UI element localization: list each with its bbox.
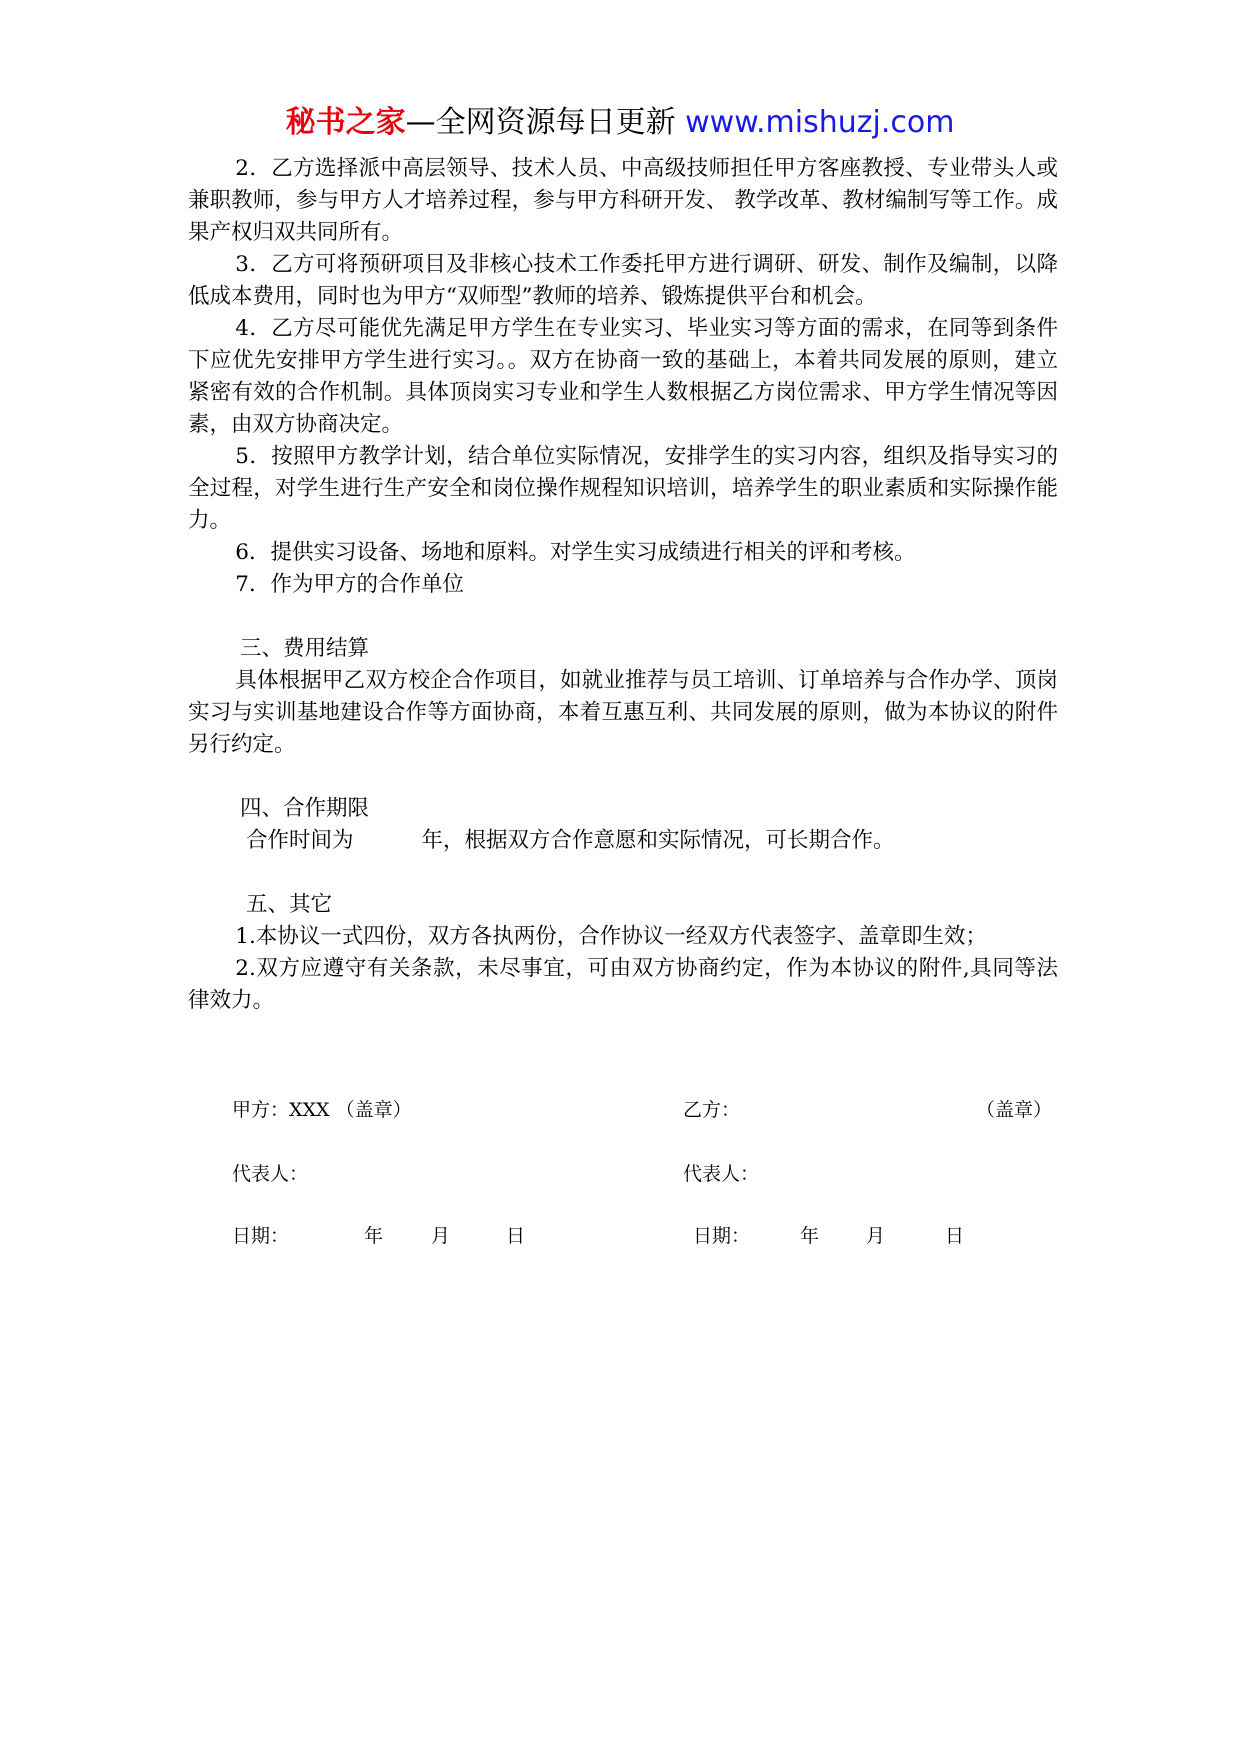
other-item-2: 2.双方应遵守有关条款，未尽事宜，可由双方协商约定，作为本协议的附件,具同等法律效力。 xyxy=(188,956,1058,1013)
brand-name: 秘书之家 xyxy=(285,105,406,140)
other-item-1: 1.本协议一式四份，双方各执两份，合作协议一经双方代表签字、盖章即生效； xyxy=(235,924,987,949)
section-3-heading: 三、费用结算 xyxy=(240,636,370,661)
clause-4: 4．乙方尽可能优先满足甲方学生在专业实习、毕业实习等方面的需求，在同等到条件下应优先安排甲方学生进行实习。。双方在协商一致的基础上，本着共同发展的原则，建立紧密有效的合作机制。具体顶岗实习专业和学生人数根据乙方岗位需求、甲方学生情况等因素，由双方协商决定。 xyxy=(188,316,1058,437)
clause-2: 2．乙方选择派中高层领导、技术人员、中高级技师担任甲方客座教授、专业带头人或兼职教师，参与甲方人才培养过程，参与甲方科研开发、 教学改革、教材编制写等工作。成果产权归双共同所有。 xyxy=(188,156,1058,245)
date-b-year: 年 xyxy=(800,1225,820,1247)
clause-7: 7．作为甲方的合作单位 xyxy=(235,572,464,597)
term-line xyxy=(188,825,1058,857)
rep-b-label: 代表人： xyxy=(683,1163,760,1185)
party-b-seal: （盖章） xyxy=(976,1099,1053,1121)
term-suffix: 年，根据双方合作意愿和实际情况，可长期合作。 xyxy=(421,828,895,853)
date-b-label: 日期： xyxy=(693,1225,751,1247)
party-b-label: 乙方： xyxy=(683,1099,741,1121)
term-prefix: 合作时间为 xyxy=(246,828,354,853)
banner-url[interactable]: www.mishuzj.com xyxy=(685,105,955,140)
date-b-month: 月 xyxy=(866,1225,886,1247)
clause-6: 6．提供实习设备、场地和原料。对学生实习成绩进行相关的评和考核。 xyxy=(235,540,916,565)
party-a-label: 甲方：XXX （盖章） xyxy=(232,1099,412,1121)
section-3-text: 具体根据甲乙双方校企合作项目，如就业推荐与员工培训、订单培养与合作办学、顶岗实习与实训基地建设合作等方面协商，本着互惠互利、共同发展的原则，做为本协议的附件另行约定。 xyxy=(188,668,1058,757)
section-4-heading: 四、合作期限 xyxy=(240,796,370,821)
site-banner xyxy=(0,103,1240,143)
clause-3: 3．乙方可将预研项目及非核心技术工作委托甲方进行调研、研发、制作及编制，以降低成本费用，同时也为甲方“双师型”教师的培养、锻炼提供平台和机会。 xyxy=(188,252,1058,309)
clause-5: 5．按照甲方教学计划，结合单位实际情况，安排学生的实习内容，组织及指导实习的全过程，对学生进行生产安全和岗位操作规程知识培训，培养学生的职业素质和实际操作能力。 xyxy=(188,444,1058,533)
date-a-day: 日 xyxy=(506,1225,526,1247)
date-b-day: 日 xyxy=(945,1225,965,1247)
rep-a-label: 代表人： xyxy=(232,1163,309,1185)
section-5-heading: 五、其它 xyxy=(246,892,333,917)
date-a-month: 月 xyxy=(431,1225,451,1247)
banner-tagline: —全网资源每日更新 xyxy=(405,105,686,140)
date-a-year: 年 xyxy=(364,1225,384,1247)
date-a-label: 日期： xyxy=(232,1225,290,1247)
document-body xyxy=(188,153,1058,1017)
